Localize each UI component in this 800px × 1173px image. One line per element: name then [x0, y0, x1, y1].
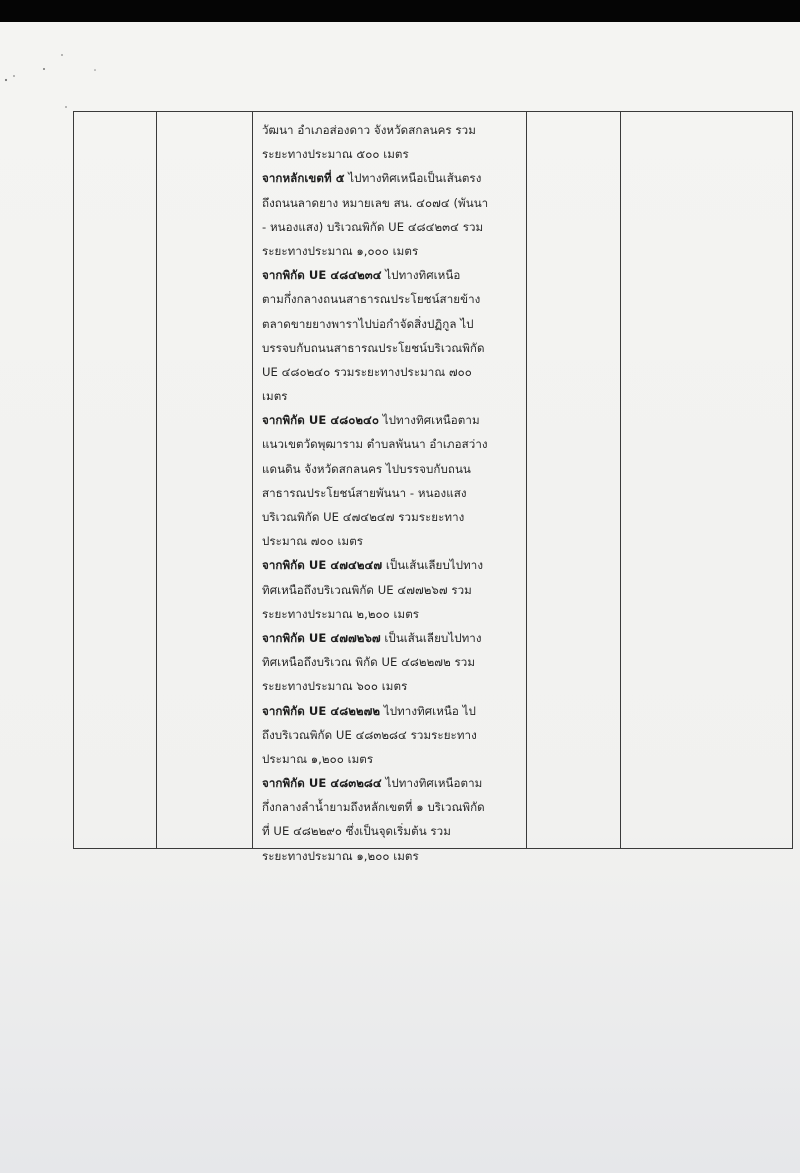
description-line	[262, 360, 528, 384]
description-text: ไปทางทิศเหนือ	[381, 268, 461, 283]
description-text: ทิศเหนือถึงบริเวณพิกัด UE ๔๗๗๒๖๗ รวม	[262, 582, 472, 597]
description-text: ระยะทางประมาณ ๕๐๐ เมตร	[262, 147, 409, 162]
segment-start-label: จากพิกัด UE ๔๗๔๒๔๗	[262, 558, 383, 573]
description-line	[262, 432, 528, 456]
description-text: วัฒนา อำเภอส่องดาว จังหวัดสกลนคร รวม	[262, 123, 476, 137]
description-line	[262, 771, 528, 795]
description-text: เป็นเส้นเลียบไปทาง	[382, 558, 484, 573]
description-text: กึ่งกลางลำน้ำยามถึงหลักเขตที่ ๑ บริเวณพิกัด	[262, 800, 485, 815]
description-text: บริเวณพิกัด UE ๔๗๔๒๔๗ รวมระยะทาง	[262, 510, 465, 524]
description-line	[262, 795, 528, 819]
description-text: ระยะทางประมาณ ๖๐๐ เมตร	[262, 679, 408, 694]
description-line	[262, 239, 528, 263]
description-text: ระยะทางประมาณ ๑,๒๐๐ เมตร	[262, 848, 419, 863]
description-line	[262, 819, 528, 843]
description-text: เป็นเส้นเลียบไปทาง	[380, 630, 482, 645]
description-line	[262, 529, 528, 553]
description-line	[262, 602, 528, 626]
description-line	[262, 384, 528, 408]
description-line	[262, 215, 528, 239]
description-line	[262, 118, 528, 142]
description-text: ที่ UE ๔๘๒๒๙๐ ซึ่งเป็นจุดเริ่มต้น รวม	[262, 824, 451, 839]
description-line	[262, 747, 528, 771]
boundary-table	[73, 111, 793, 863]
description-text: ระยะทางประมาณ ๑,๐๐๐ เมตร	[262, 243, 419, 258]
description-line	[262, 336, 528, 360]
table-divider	[156, 112, 157, 848]
description-text: แนวเขตวัดพุฒาราม ตำบลพันนา อำเภอสว่าง	[262, 437, 488, 452]
description-line	[262, 650, 528, 674]
segment-start-label: จากพิกัด UE ๔๘๒๒๗๒	[262, 703, 381, 718]
segment-start-label: จากพิกัด UE ๔๘๓๒๘๔	[262, 776, 382, 791]
description-line	[262, 723, 528, 747]
segment-start-label: จากพิกัด UE ๔๘๐๒๔๐	[262, 413, 380, 428]
description-line	[262, 408, 528, 432]
boundary-description-cell	[262, 118, 528, 868]
description-line	[262, 312, 528, 336]
segment-start-label: จากหลักเขตที่ ๕	[262, 171, 345, 186]
description-text: ไปทางทิศเหนือตาม	[381, 776, 483, 791]
table-divider	[252, 112, 253, 848]
description-text: บรรจบกับถนนสาธารณประโยชน์บริเวณพิกัด	[262, 340, 485, 355]
segment-start-label: จากพิกัด UE ๔๘๔๒๓๔	[262, 268, 382, 283]
description-text: - หนองแสง) บริเวณพิกัด UE ๔๘๔๒๓๔ รวม	[262, 219, 484, 234]
description-line	[262, 166, 528, 190]
description-text: ระยะทางประมาณ ๒,๒๐๐ เมตร	[262, 606, 420, 621]
description-line	[262, 142, 528, 166]
description-line	[262, 699, 528, 723]
description-text: ไปทางทิศเหนือเป็นเส้นตรง	[344, 171, 482, 186]
description-line	[262, 191, 528, 215]
description-line	[262, 553, 528, 577]
description-line	[262, 844, 528, 868]
description-text: ไปทางทิศเหนือ ไป	[380, 703, 476, 718]
description-text: ถึงถนนลาดยาง หมายเลข สน. ๔๐๗๔ (พันนา	[262, 195, 489, 210]
segment-start-label: จากพิกัด UE ๔๗๗๒๖๗	[262, 630, 381, 645]
description-line	[262, 674, 528, 698]
top-black-bar	[0, 0, 800, 22]
description-text: ตามกึ่งกลางถนนสาธารณประโยชน์สายข้าง	[262, 292, 481, 307]
table-divider	[620, 112, 621, 848]
description-text: สาธารณประโยชน์สายพันนา - หนองแสง	[262, 485, 467, 500]
description-line	[262, 578, 528, 602]
description-text: เมตร	[262, 389, 288, 404]
description-line	[262, 287, 528, 311]
description-text: ประมาณ ๗๐๐ เมตร	[262, 534, 364, 549]
description-text: แดนดิน จังหวัดสกลนคร ไปบรรจบกับถนน	[262, 461, 471, 476]
description-line	[262, 505, 528, 529]
description-line	[262, 263, 528, 287]
description-text: UE ๔๘๐๒๔๐ รวมระยะทางประมาณ ๗๐๐	[262, 364, 472, 379]
description-line	[262, 457, 528, 481]
description-text: ไปทางทิศเหนือตาม	[379, 413, 480, 428]
description-line	[262, 626, 528, 650]
description-text: ประมาณ ๑,๒๐๐ เมตร	[262, 751, 374, 766]
description-text: ถึงบริเวณพิกัด UE ๔๘๓๒๘๔ รวมระยะทาง	[262, 727, 477, 742]
description-text: ตลาดขายยางพาราไปบ่อกำจัดสิ่งปฏิกูล ไป	[262, 316, 474, 331]
description-text: ทิศเหนือถึงบริเวณ พิกัด UE ๔๘๒๒๗๒ รวม	[262, 655, 476, 670]
description-line	[262, 481, 528, 505]
